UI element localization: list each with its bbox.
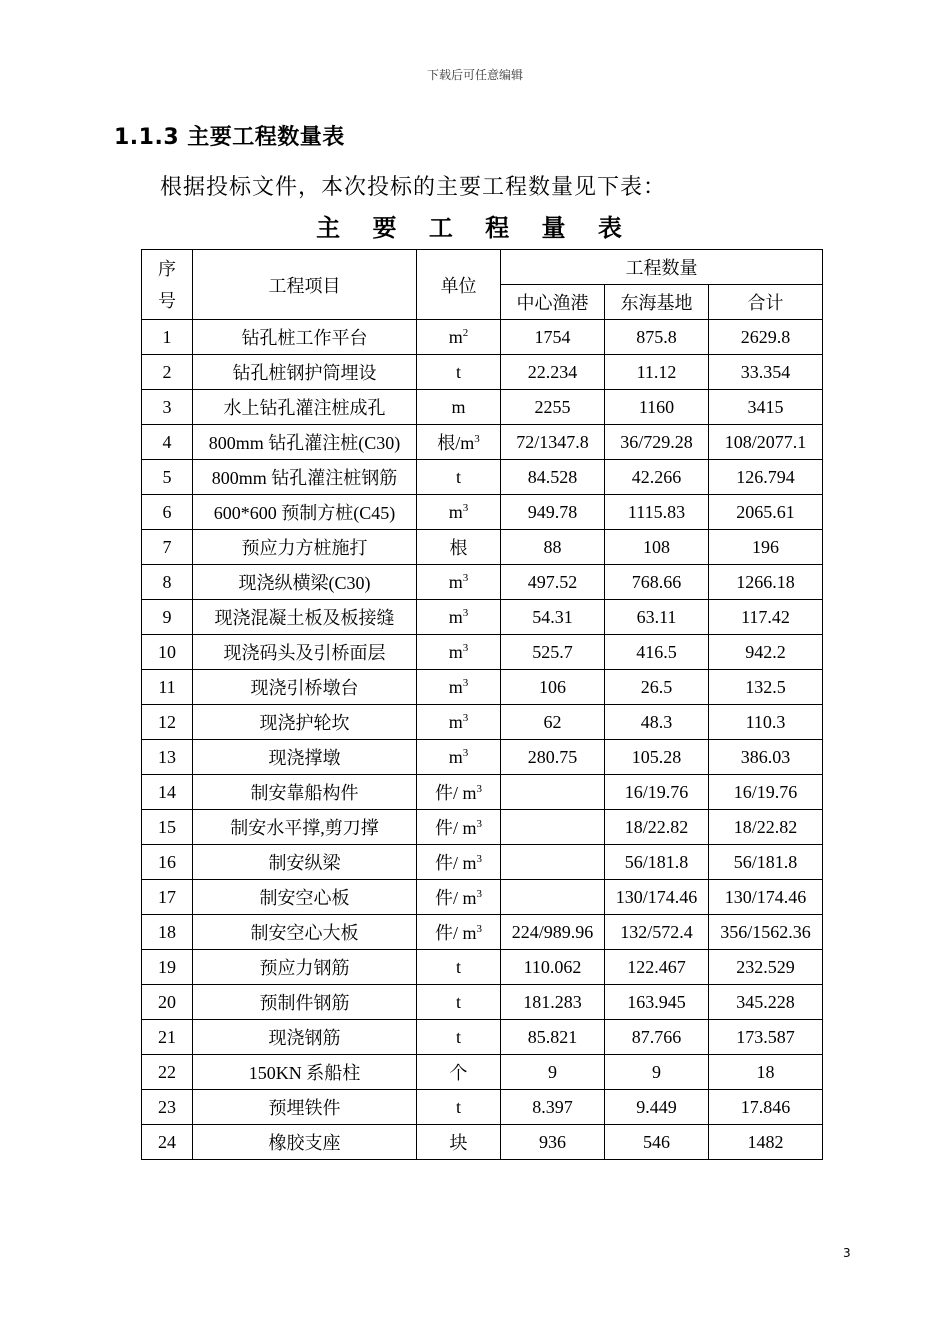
cell-item: 制安纵梁 bbox=[193, 845, 417, 880]
cell-east-base: 1115.83 bbox=[605, 495, 709, 530]
cell-item: 水上钻孔灌注桩成孔 bbox=[193, 390, 417, 425]
unit-exponent: 3 bbox=[474, 433, 480, 445]
cell-east-base: 546 bbox=[605, 1125, 709, 1160]
cell-no: 15 bbox=[142, 810, 193, 845]
unit-base: m bbox=[448, 746, 463, 767]
header-seq-top: 序 bbox=[158, 258, 176, 279]
cell-no: 6 bbox=[142, 495, 193, 530]
cell-total: 2065.61 bbox=[709, 495, 823, 530]
unit-base: t bbox=[455, 361, 461, 382]
table-row bbox=[142, 390, 823, 425]
cell-no: 13 bbox=[142, 740, 193, 775]
unit-base: 件/ m bbox=[434, 888, 477, 908]
table-row bbox=[142, 810, 823, 845]
unit-exponent: 3 bbox=[462, 711, 469, 724]
cell-total: 173.587 bbox=[709, 1020, 823, 1055]
unit-exponent: 3 bbox=[476, 783, 482, 795]
cell-east-base: 1160 bbox=[605, 390, 709, 425]
cell-total: 110.3 bbox=[709, 705, 823, 740]
cell-total: 132.5 bbox=[709, 670, 823, 705]
cell-no: 14 bbox=[142, 775, 193, 810]
cell-east-base: 48.3 bbox=[605, 705, 709, 740]
cell-item: 预埋铁件 bbox=[193, 1090, 417, 1125]
cell-no: 19 bbox=[142, 950, 193, 985]
cell-total: 16/19.76 bbox=[709, 775, 823, 810]
cell-no: 20 bbox=[142, 985, 193, 1020]
cell-center-port: 54.31 bbox=[501, 600, 605, 635]
unit-base: m bbox=[448, 711, 463, 732]
header-quantity-group: 工程数量 bbox=[501, 250, 823, 285]
cell-unit bbox=[417, 845, 501, 880]
table-row bbox=[142, 355, 823, 390]
header-unit: 单位 bbox=[417, 250, 501, 320]
cell-east-base: 11.12 bbox=[605, 355, 709, 390]
cell-total: 18 bbox=[709, 1055, 823, 1090]
cell-total: 196 bbox=[709, 530, 823, 565]
cell-item: 现浇护轮坎 bbox=[193, 705, 417, 740]
cell-total: 17.846 bbox=[709, 1090, 823, 1125]
unit-base: m bbox=[451, 396, 466, 417]
cell-unit bbox=[417, 390, 501, 425]
cell-no: 16 bbox=[142, 845, 193, 880]
cell-unit bbox=[417, 495, 501, 530]
cell-item: 600*600 预制方桩(C45) bbox=[193, 495, 417, 530]
cell-total: 345.228 bbox=[709, 985, 823, 1020]
cell-item: 现浇钢筋 bbox=[193, 1020, 417, 1055]
cell-no: 5 bbox=[142, 460, 193, 495]
cell-east-base: 416.5 bbox=[605, 635, 709, 670]
cell-total: 33.354 bbox=[709, 355, 823, 390]
cell-center-port: 497.52 bbox=[501, 565, 605, 600]
cell-center-port: 106 bbox=[501, 670, 605, 705]
cell-unit bbox=[417, 880, 501, 915]
cell-center-port: 9 bbox=[501, 1055, 605, 1090]
unit-base: 件/ m bbox=[434, 853, 477, 873]
cell-total: 117.42 bbox=[709, 600, 823, 635]
cell-item: 现浇撑墩 bbox=[193, 740, 417, 775]
cell-total: 130/174.46 bbox=[709, 880, 823, 915]
table-row bbox=[142, 530, 823, 565]
cell-unit bbox=[417, 915, 501, 950]
cell-no: 21 bbox=[142, 1020, 193, 1055]
cell-east-base: 16/19.76 bbox=[605, 775, 709, 810]
cell-no: 17 bbox=[142, 880, 193, 915]
cell-item: 现浇纵横梁(C30) bbox=[193, 565, 417, 600]
cell-unit bbox=[417, 740, 501, 775]
unit-exponent: 2 bbox=[462, 326, 469, 339]
header-east-base: 东海基地 bbox=[605, 285, 709, 320]
table-row bbox=[142, 1125, 823, 1160]
cell-no: 3 bbox=[142, 390, 193, 425]
cell-center-port bbox=[501, 880, 605, 915]
cell-unit bbox=[417, 565, 501, 600]
unit-base: 件/ m bbox=[434, 818, 477, 838]
cell-item: 800mm 钻孔灌注桩(C30) bbox=[193, 425, 417, 460]
table-row bbox=[142, 425, 823, 460]
cell-center-port: 525.7 bbox=[501, 635, 605, 670]
cell-no: 1 bbox=[142, 320, 193, 355]
cell-item: 现浇引桥墩台 bbox=[193, 670, 417, 705]
cell-no: 10 bbox=[142, 635, 193, 670]
cell-east-base: 9.449 bbox=[605, 1090, 709, 1125]
cell-east-base: 63.11 bbox=[605, 600, 709, 635]
cell-unit bbox=[417, 355, 501, 390]
table-row bbox=[142, 1020, 823, 1055]
cell-total: 232.529 bbox=[709, 950, 823, 985]
cell-unit bbox=[417, 1125, 501, 1160]
unit-base: m bbox=[448, 606, 463, 627]
unit-exponent: 3 bbox=[462, 501, 469, 514]
cell-unit bbox=[417, 600, 501, 635]
cell-east-base: 108 bbox=[605, 530, 709, 565]
cell-unit bbox=[417, 775, 501, 810]
cell-total: 1266.18 bbox=[709, 565, 823, 600]
cell-no: 24 bbox=[142, 1125, 193, 1160]
cell-item: 现浇混凝土板及板接缝 bbox=[193, 600, 417, 635]
cell-total: 3415 bbox=[709, 390, 823, 425]
cell-item: 预应力钢筋 bbox=[193, 950, 417, 985]
cell-item: 800mm 钻孔灌注桩钢筋 bbox=[193, 460, 417, 495]
unit-base: t bbox=[455, 991, 461, 1012]
cell-no: 4 bbox=[142, 425, 193, 460]
cell-unit bbox=[417, 320, 501, 355]
unit-base: t bbox=[455, 1096, 461, 1117]
cell-unit bbox=[417, 635, 501, 670]
cell-east-base: 132/572.4 bbox=[605, 915, 709, 950]
table-row bbox=[142, 775, 823, 810]
unit-base: m bbox=[448, 676, 463, 697]
cell-center-port: 84.528 bbox=[501, 460, 605, 495]
cell-item: 预制件钢筋 bbox=[193, 985, 417, 1020]
cell-total: 386.03 bbox=[709, 740, 823, 775]
unit-exponent: 3 bbox=[476, 888, 482, 900]
cell-total: 1482 bbox=[709, 1125, 823, 1160]
quantity-table bbox=[141, 249, 823, 1160]
cell-unit bbox=[417, 460, 501, 495]
cell-unit bbox=[417, 670, 501, 705]
cell-total: 126.794 bbox=[709, 460, 823, 495]
table-row bbox=[142, 600, 823, 635]
unit-base: m bbox=[448, 326, 463, 347]
header-item: 工程项目 bbox=[193, 250, 417, 320]
cell-center-port: 62 bbox=[501, 705, 605, 740]
section-heading: 1.1.3 主要工程数量表 bbox=[114, 125, 345, 150]
cell-unit bbox=[417, 1055, 501, 1090]
unit-base: 块 bbox=[449, 1133, 468, 1153]
cell-east-base: 87.766 bbox=[605, 1020, 709, 1055]
unit-base: t bbox=[455, 956, 461, 977]
unit-exponent: 3 bbox=[462, 641, 469, 654]
cell-east-base: 42.266 bbox=[605, 460, 709, 495]
table-row bbox=[142, 705, 823, 740]
table-row bbox=[142, 320, 823, 355]
table-row bbox=[142, 880, 823, 915]
cell-no: 23 bbox=[142, 1090, 193, 1125]
cell-center-port: 110.062 bbox=[501, 950, 605, 985]
cell-unit bbox=[417, 1020, 501, 1055]
cell-unit bbox=[417, 530, 501, 565]
cell-no: 18 bbox=[142, 915, 193, 950]
unit-exponent: 3 bbox=[476, 923, 482, 935]
unit-base: 件/ m bbox=[434, 783, 477, 803]
unit-base: 件/ m bbox=[434, 923, 477, 943]
table-row bbox=[142, 985, 823, 1020]
unit-exponent: 3 bbox=[462, 606, 469, 619]
table-row bbox=[142, 460, 823, 495]
cell-item: 现浇码头及引桥面层 bbox=[193, 635, 417, 670]
cell-total: 356/1562.36 bbox=[709, 915, 823, 950]
intro-paragraph: 根据投标文件，本次投标的主要工程数量见下表： bbox=[160, 175, 667, 200]
unit-exponent: 3 bbox=[476, 853, 482, 865]
cell-center-port: 1754 bbox=[501, 320, 605, 355]
table-row bbox=[142, 565, 823, 600]
cell-center-port: 936 bbox=[501, 1125, 605, 1160]
unit-base: 根 bbox=[449, 538, 468, 558]
cell-center-port bbox=[501, 775, 605, 810]
header-seq bbox=[142, 250, 193, 320]
header-total: 合计 bbox=[709, 285, 823, 320]
unit-base: m bbox=[448, 571, 463, 592]
cell-no: 9 bbox=[142, 600, 193, 635]
table-row bbox=[142, 915, 823, 950]
cell-east-base: 26.5 bbox=[605, 670, 709, 705]
cell-east-base: 18/22.82 bbox=[605, 810, 709, 845]
cell-no: 12 bbox=[142, 705, 193, 740]
cell-unit bbox=[417, 950, 501, 985]
unit-base: t bbox=[455, 1026, 461, 1047]
cell-center-port: 280.75 bbox=[501, 740, 605, 775]
cell-center-port: 2255 bbox=[501, 390, 605, 425]
cell-total: 18/22.82 bbox=[709, 810, 823, 845]
cell-total: 2629.8 bbox=[709, 320, 823, 355]
cell-east-base: 768.66 bbox=[605, 565, 709, 600]
cell-east-base: 9 bbox=[605, 1055, 709, 1090]
cell-no: 2 bbox=[142, 355, 193, 390]
cell-unit bbox=[417, 705, 501, 740]
cell-center-port: 8.397 bbox=[501, 1090, 605, 1125]
cell-unit bbox=[417, 425, 501, 460]
cell-item: 预应力方桩施打 bbox=[193, 530, 417, 565]
table-row bbox=[142, 670, 823, 705]
cell-item: 150KN 系船柱 bbox=[193, 1055, 417, 1090]
cell-total: 56/181.8 bbox=[709, 845, 823, 880]
cell-no: 11 bbox=[142, 670, 193, 705]
cell-item: 钻孔桩工作平台 bbox=[193, 320, 417, 355]
unit-exponent: 3 bbox=[462, 571, 469, 584]
unit-exponent: 3 bbox=[462, 676, 469, 689]
unit-base: 个 bbox=[449, 1063, 468, 1083]
table-header-row bbox=[142, 250, 823, 285]
cell-east-base: 56/181.8 bbox=[605, 845, 709, 880]
cell-east-base: 163.945 bbox=[605, 985, 709, 1020]
cell-center-port: 224/989.96 bbox=[501, 915, 605, 950]
table-row bbox=[142, 495, 823, 530]
table-row bbox=[142, 950, 823, 985]
cell-item: 制安空心大板 bbox=[193, 915, 417, 950]
table-row bbox=[142, 1055, 823, 1090]
cell-center-port: 949.78 bbox=[501, 495, 605, 530]
unit-base: m bbox=[448, 641, 463, 662]
cell-item: 钻孔桩钢护筒埋设 bbox=[193, 355, 417, 390]
cell-east-base: 875.8 bbox=[605, 320, 709, 355]
header-watermark: 下载后可任意编辑 bbox=[426, 68, 523, 82]
cell-unit bbox=[417, 810, 501, 845]
cell-no: 22 bbox=[142, 1055, 193, 1090]
table-row bbox=[142, 740, 823, 775]
cell-total: 942.2 bbox=[709, 635, 823, 670]
cell-center-port: 22.234 bbox=[501, 355, 605, 390]
cell-item: 制安靠船构件 bbox=[193, 775, 417, 810]
cell-east-base: 130/174.46 bbox=[605, 880, 709, 915]
cell-unit bbox=[417, 1090, 501, 1125]
cell-center-port bbox=[501, 845, 605, 880]
cell-center-port: 72/1347.8 bbox=[501, 425, 605, 460]
cell-total: 108/2077.1 bbox=[709, 425, 823, 460]
cell-item: 制安水平撑,剪刀撑 bbox=[193, 810, 417, 845]
unit-base: m bbox=[448, 501, 463, 522]
cell-east-base: 36/729.28 bbox=[605, 425, 709, 460]
table-row bbox=[142, 635, 823, 670]
unit-base: t bbox=[455, 466, 461, 487]
header-seq-bottom: 号 bbox=[158, 290, 176, 311]
unit-exponent: 3 bbox=[462, 746, 469, 759]
cell-item: 橡胶支座 bbox=[193, 1125, 417, 1160]
cell-center-port bbox=[501, 810, 605, 845]
table-row bbox=[142, 1090, 823, 1125]
cell-item: 制安空心板 bbox=[193, 880, 417, 915]
cell-unit bbox=[417, 985, 501, 1020]
table-title: 主 要 工 程 量 表 bbox=[316, 214, 634, 242]
cell-center-port: 88 bbox=[501, 530, 605, 565]
cell-east-base: 122.467 bbox=[605, 950, 709, 985]
cell-center-port: 85.821 bbox=[501, 1020, 605, 1055]
cell-east-base: 105.28 bbox=[605, 740, 709, 775]
cell-no: 7 bbox=[142, 530, 193, 565]
table-row bbox=[142, 845, 823, 880]
cell-no: 8 bbox=[142, 565, 193, 600]
cell-center-port: 181.283 bbox=[501, 985, 605, 1020]
unit-exponent: 3 bbox=[476, 818, 482, 830]
header-center-port: 中心渔港 bbox=[501, 285, 605, 320]
unit-base: 根/m bbox=[437, 433, 475, 453]
page-number: 3 bbox=[843, 1246, 851, 1260]
